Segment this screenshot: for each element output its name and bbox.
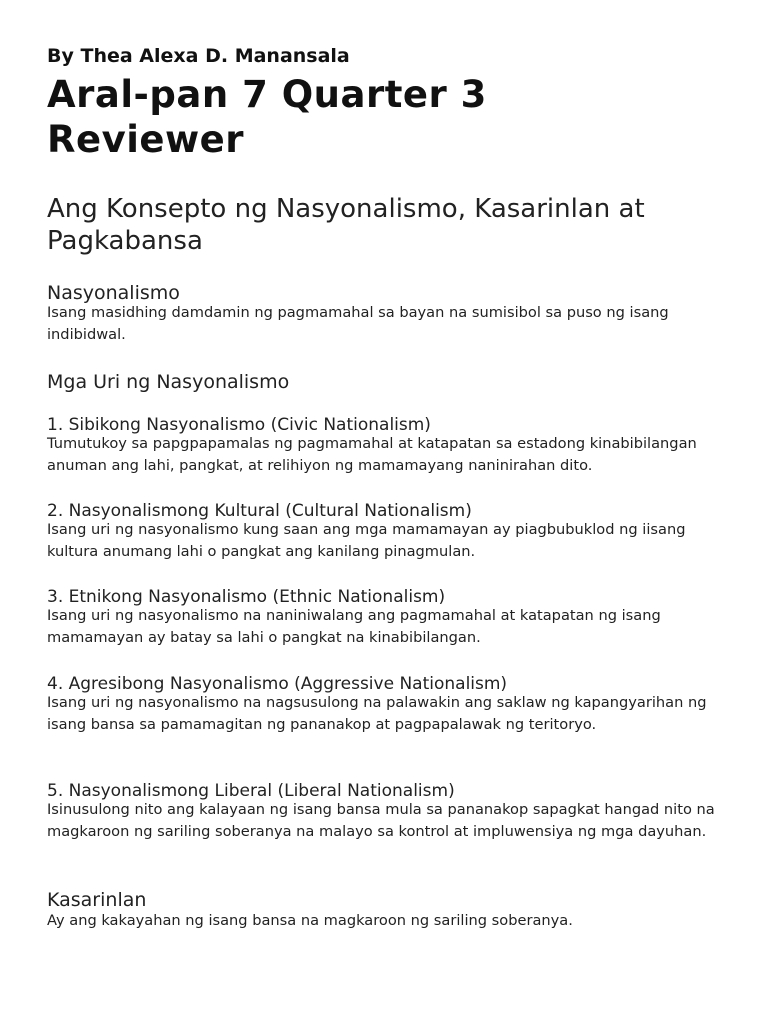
- type-text-liberal: Isinusulong nito ang kalayaan ng isang bansa mula sa pananakop sapagkat hangad nito na magkaroon ng sariling soberanya na malayo sa kontrol at impluwensiya ng mga dayuhan.: [47, 801, 715, 840]
- term-nasyonalismo: Nasyonalismo: [47, 282, 180, 304]
- type-text-aggressive: Isang uri ng nasyonalismo na nagsusulong na palawakin ang saklaw ng kapangyarihan ng isang bansa sa pamamagitan ng pananakop at pagpapalawak ng teritoryo.: [47, 694, 707, 733]
- document-title: Aral-pan 7 Quarter 3 Reviewer: [47, 73, 487, 161]
- term-kasarinlan: Kasarinlan: [47, 889, 147, 911]
- type-text-cultural: Isang uri ng nasyonalismo kung saan ang mga mamamayan ay piagbubuklod ng iisang kultura anumang lahi o pangkat ang kanilang pinagmulan.: [47, 521, 686, 560]
- type-heading-aggressive: 4. Agresibong Nasyonalismo (Aggressive Nationalism): [47, 674, 508, 694]
- author-line: By Thea Alexa D. Manansala: [47, 45, 350, 67]
- section-title: Ang Konsepto ng Nasyonalismo, Kasarinlan at Pagkabansa: [47, 194, 645, 256]
- type-text-civic: Tumutukoy sa papgpapamalas ng pagmamahal at katapatan sa estadong kinabibilangan anuman ang lahi, pangkat, at relihiyon ng mamamayang naninirahan dito.: [47, 435, 697, 474]
- type-heading-civic: 1. Sibikong Nasyonalismo (Civic Nationalism): [47, 415, 431, 435]
- type-text-ethnic: Isang uri ng nasyonalismo na naniniwalang ang pagmamahal at katapatan ng isang mamamayan ay batay sa lahi o pangkat na kinabibilangan.: [47, 607, 661, 646]
- type-heading-liberal: 5. Nasyonalismong Liberal (Liberal Nationalism): [47, 781, 455, 801]
- definition-kasarinlan: Ay ang kakayahan ng isang bansa na magkaroon ng sariling soberanya.: [47, 912, 573, 929]
- type-heading-ethnic: 3. Etnikong Nasyonalismo (Ethnic Nationalism): [47, 587, 446, 607]
- definition-nasyonalismo: Isang masidhing damdamin ng pagmamahal sa bayan na sumisibol sa puso ng isang indibidwal.: [47, 304, 669, 343]
- types-heading: Mga Uri ng Nasyonalismo: [47, 371, 290, 393]
- type-heading-cultural: 2. Nasyonalismong Kultural (Cultural Nationalism): [47, 501, 472, 521]
